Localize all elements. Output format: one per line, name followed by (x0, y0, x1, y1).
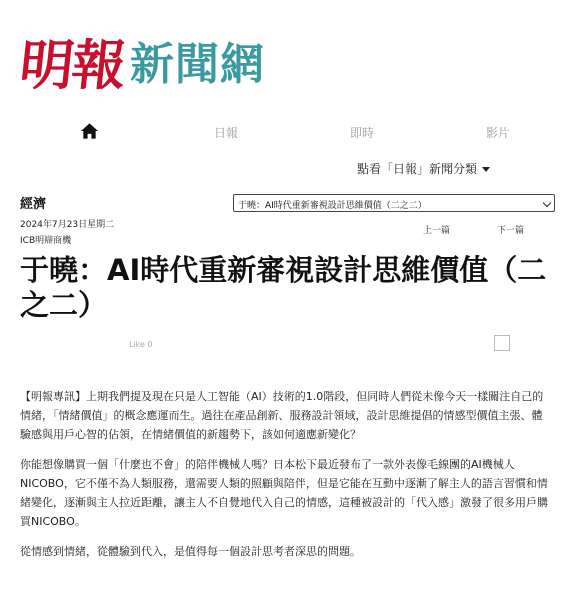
home-icon[interactable] (80, 122, 99, 140)
daily-category-label: 點看「日報」新聞分類 (357, 162, 478, 176)
nav-item-video[interactable]: 影片 (486, 126, 511, 140)
next-article-link[interactable]: 下一篇 (497, 226, 525, 236)
section-title[interactable]: 經濟 (20, 197, 47, 212)
daily-category-menu[interactable] (357, 160, 490, 177)
main-nav (0, 118, 569, 148)
article-body (20, 387, 550, 572)
publish-date: 2024年7月23日星期二 (20, 220, 115, 230)
logo-mingpao-text: 明報 (16, 33, 128, 97)
prev-article-link[interactable]: 上一篇 (423, 226, 451, 236)
article-select-value: 于曉：AI時代重新審視設計思維價值（二之二） (238, 201, 427, 211)
logo-news-text: 新聞網 (130, 39, 265, 90)
site-logo[interactable] (16, 30, 265, 100)
article-select[interactable] (233, 194, 555, 212)
nav-item-daily[interactable]: 日報 (214, 126, 239, 140)
article-paragraph: 【明報專訊】上期我們提及現在只是人工智能（AI）技術的1.0階段，但同時人們從未像今天一樣關注自己的情緒，「情緒價值」的概念應運而生。過往在產品創新、服務設計領域，設計思維提倡的情感型價值主張、體驗感與用戶心智的佔領，在情緒價值的新趨勢下，該如何適應新變化？ (20, 390, 544, 441)
article-paragraph: 從情感到情緒，從體驗到代入，是值得每一個設計思考者深思的問題。 (20, 545, 361, 558)
article-title: 于曉：AI時代重新審視設計思維價值（二之二） (20, 253, 547, 322)
article-paragraph: 你能想像購買一個「什麼也不會」的陪伴機械人嗎？日本松下最近發布了一款外表像毛線團的AI機械人NICOBO，它不僅不為人類服務，還需要人類的照顧與陪伴，但是它能在互動中逐漸了解主人的語言習慣和情緒變化，逐漸與主人拉近距離，讓主人不自覺地代入自己的情感，這種被設計的「代入感」激發了很多用戶購買NICOBO。 (20, 458, 548, 528)
like-button[interactable]: Like 0 (129, 340, 153, 349)
chevron-down-icon (482, 167, 490, 172)
column-source: ICB明辯商機 (20, 236, 72, 246)
chevron-down-icon (543, 199, 551, 207)
share-checkbox[interactable] (494, 335, 510, 351)
nav-item-instant[interactable]: 即時 (350, 126, 375, 140)
